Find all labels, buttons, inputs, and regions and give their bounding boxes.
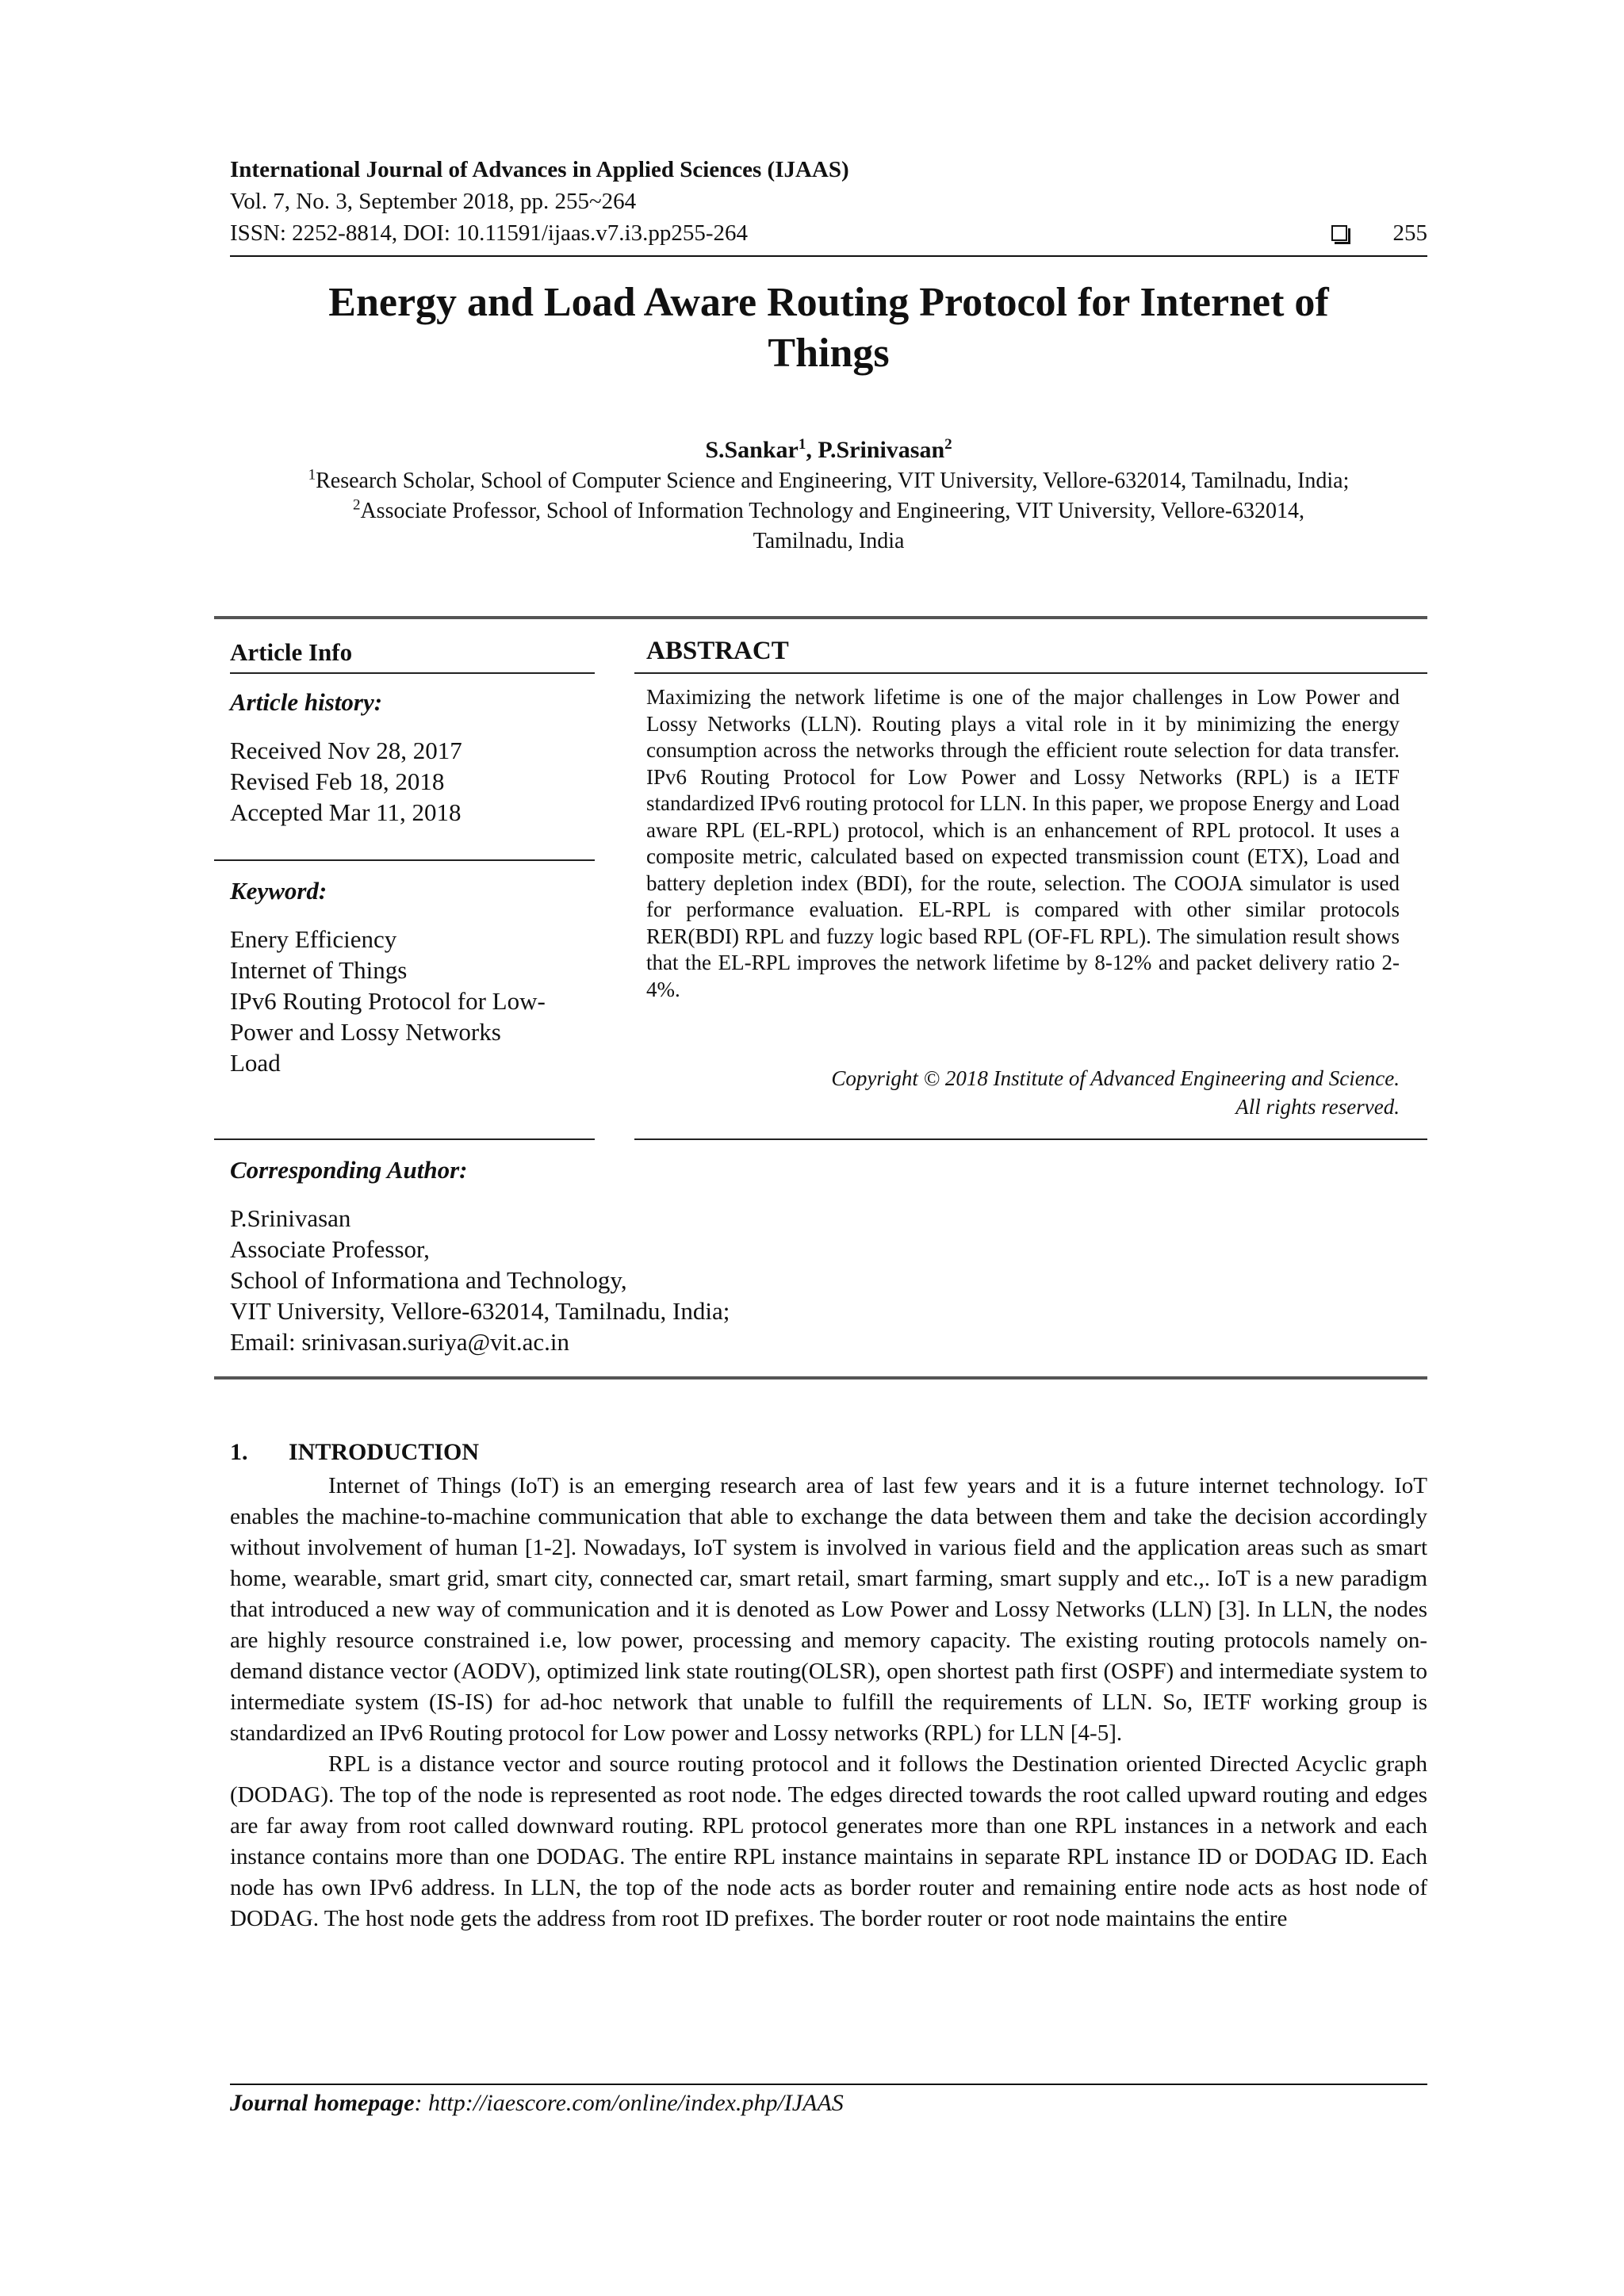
article-info-heading: Article Info: [230, 638, 353, 666]
keyword-item: Internet of Things: [230, 956, 408, 984]
corresponding-line: Associate Professor,: [230, 1235, 430, 1263]
author-1-mark: 1: [798, 436, 806, 453]
article-history: [230, 687, 595, 828]
section-number: 1.: [230, 1439, 248, 1465]
info-box-bottom-rule: [214, 1376, 1427, 1380]
paragraph: RPL is a distance vector and source routing protocol and it follows the Destination oriented Directed Acyclic graph (DODAG). The top of the node is represented as root node. The edges directed towards the root called upward routing and edges are far away from root called downward routing. RPL protocol generates more than one RPL instances in a network and each instance contains more than one DODAG. The entire RPL instance maintains in separate RPL instance ID or DODAG ID. Each node has own IPv6 address. In LLN, the top of the node acts as border router and remaining entire node acts as host node of DODAG. The host node gets the address from root ID prefixes. The border router or root node maintains the entire: [230, 1751, 1427, 1931]
corresponding-line: VIT University, Vellore-632014, Tamilnadu, India;: [230, 1297, 730, 1325]
author-list: [230, 434, 1427, 466]
affiliation-2: $^2$Associate Professor, School of Information Technology and Engineering, VIT University, Vellore-632014,: [352, 496, 1305, 523]
journal-footer: [230, 2090, 844, 2117]
keyword-item: Load: [230, 1049, 281, 1077]
checkbox-icon: [1331, 225, 1347, 241]
journal-name: International Journal of Advances in Applied Sciences (IJAAS): [230, 157, 849, 182]
footer-label: Journal homepage: [230, 2090, 415, 2116]
corresponding-line: P.Srinivasan: [230, 1204, 351, 1232]
received-date: Received Nov 28, 2017: [230, 737, 462, 764]
affiliations: [190, 466, 1467, 557]
abstract-bottom-rule: [634, 1138, 1427, 1140]
author-2-mark: 2: [944, 436, 952, 453]
footer-rule: [230, 2084, 1427, 2085]
history-heading: Article history:: [230, 688, 383, 716]
volume-line: Vol. 7, No. 3, September 2018, pp. 255~264: [230, 189, 637, 214]
page-number: 255: [1392, 220, 1427, 246]
corresponding-email: Email: srinivasan.suriya@vit.ac.in: [230, 1328, 570, 1356]
author-separator: ,: [806, 437, 818, 463]
affiliation-1: $^1$Research Scholar, School of Computer Science and Engineering, VIT University, Vellore-632014, Tamilnadu, India;: [308, 466, 1350, 493]
section-title: INTRODUCTION: [289, 1439, 480, 1465]
keyword-item: IPv6 Routing Protocol for Low-: [230, 987, 546, 1015]
abstract-heading: ABSTRACT: [646, 637, 789, 665]
affiliation-2-mark: 2: [352, 496, 361, 514]
introduction-body: [230, 1471, 1427, 1934]
author-2: P.Srinivasan: [818, 437, 945, 463]
copyright-notice: Copyright © 2018 Institute of Advanced Engineering and Science. All rights reserved.: [831, 1066, 1400, 1119]
corresponding-author: [230, 1154, 1023, 1357]
footer-separator: :: [414, 2090, 429, 2116]
author-1: S.Sankar: [705, 437, 799, 463]
article-info-rule: [230, 672, 595, 674]
accepted-date: Accepted Mar 11, 2018: [230, 798, 462, 826]
keywords-block: [230, 875, 595, 1078]
issn-line: ISSN: 2252-8814, DOI: 10.11591/ijaas.v7.i3.pp255-264: [230, 220, 749, 246]
journal-header: [230, 154, 1427, 249]
journal-homepage-link[interactable]: http://iaescore.com/online/index.php/IJAAS: [428, 2090, 844, 2116]
corresponding-heading: Corresponding Author:: [230, 1156, 468, 1184]
paragraph: Internet of Things (IoT) is an emerging research area of last few years and it is a future internet technology. IoT enables the machine-to-machine communication that able to exchange the data between them and take the decision accordingly without involvement of human [1-2]. Nowadays, IoT system is involved in various field and the application areas such as smart home, wearable, smart grid, smart city, connected car, smart retail, smart farming, smart supply and etc.,. IoT is a new paradigm that introduced a new way of communication and it is denoted as Low Power and Lossy Networks (LLN) [3]. In LLN, the nodes are highly resource constrained i.e, low power, processing and memory capacity. The existing routing protocols namely on-demand distance vector (AODV), optimized link state routing(OLSR), open shortest path first (OSPF) and intermediate system to intermediate system (IS-IS) for ad-hoc network that unable to fulfill the requirements of LLN. So, IETF working group is standardized an IPv6 Routing protocol for Low power and Lossy networks (RPL) for LLN [4-5].: [230, 1473, 1427, 1746]
keywords-rule: [214, 1138, 595, 1140]
affiliation-1-mark: 1: [308, 466, 316, 484]
revised-date: Revised Feb 18, 2018: [230, 767, 445, 795]
keyword-item: Enery Efficiency: [230, 925, 397, 953]
section-heading: [230, 1439, 479, 1466]
keyword-item: Power and Lossy Networks: [230, 1018, 501, 1046]
history-rule: [214, 859, 595, 861]
corresponding-line: School of Informationa and Technology,: [230, 1266, 627, 1294]
title-line-2: Things: [768, 331, 890, 376]
abstract-rule: [634, 672, 1427, 674]
affiliation-2-cont: Tamilnadu, India: [753, 529, 905, 553]
keyword-heading: Keyword:: [230, 877, 327, 905]
paper-title: [230, 277, 1427, 379]
header-rule: [230, 255, 1427, 257]
info-box-top-rule: [214, 616, 1427, 619]
abstract-text: Maximizing the network lifetime is one of the major challenges in Low Power and Lossy Networks (LLN). Routing plays a vital role in it by minimizing the energy consumption across the networks through the efficient route selection for data transfer. IPv6 Routing Protocol for Low Power and Lossy Networks (RPL) is a IETF standardized IPv6 routing protocol for LLN. In this paper, we propose Energy and Load aware RPL (EL-RPL) protocol, which is an enhancement of RPL protocol. It uses a composite metric, calculated based on expected transmission count (ETX), Load and battery depletion index (BDI), for the route, selection. The COOJA simulator is used for performance evaluation. EL-RPL is compared with other similar protocols RER(BDI) RPL and fuzzy logic based RPL (OF-FL RPL). The simulation result shows that the EL-RPL improves the network lifetime by 8-12% and packet delivery ratio 2-4%.: [646, 685, 1400, 1001]
title-line-1: Energy and Load Aware Routing Protocol for Internet of: [328, 280, 1329, 325]
